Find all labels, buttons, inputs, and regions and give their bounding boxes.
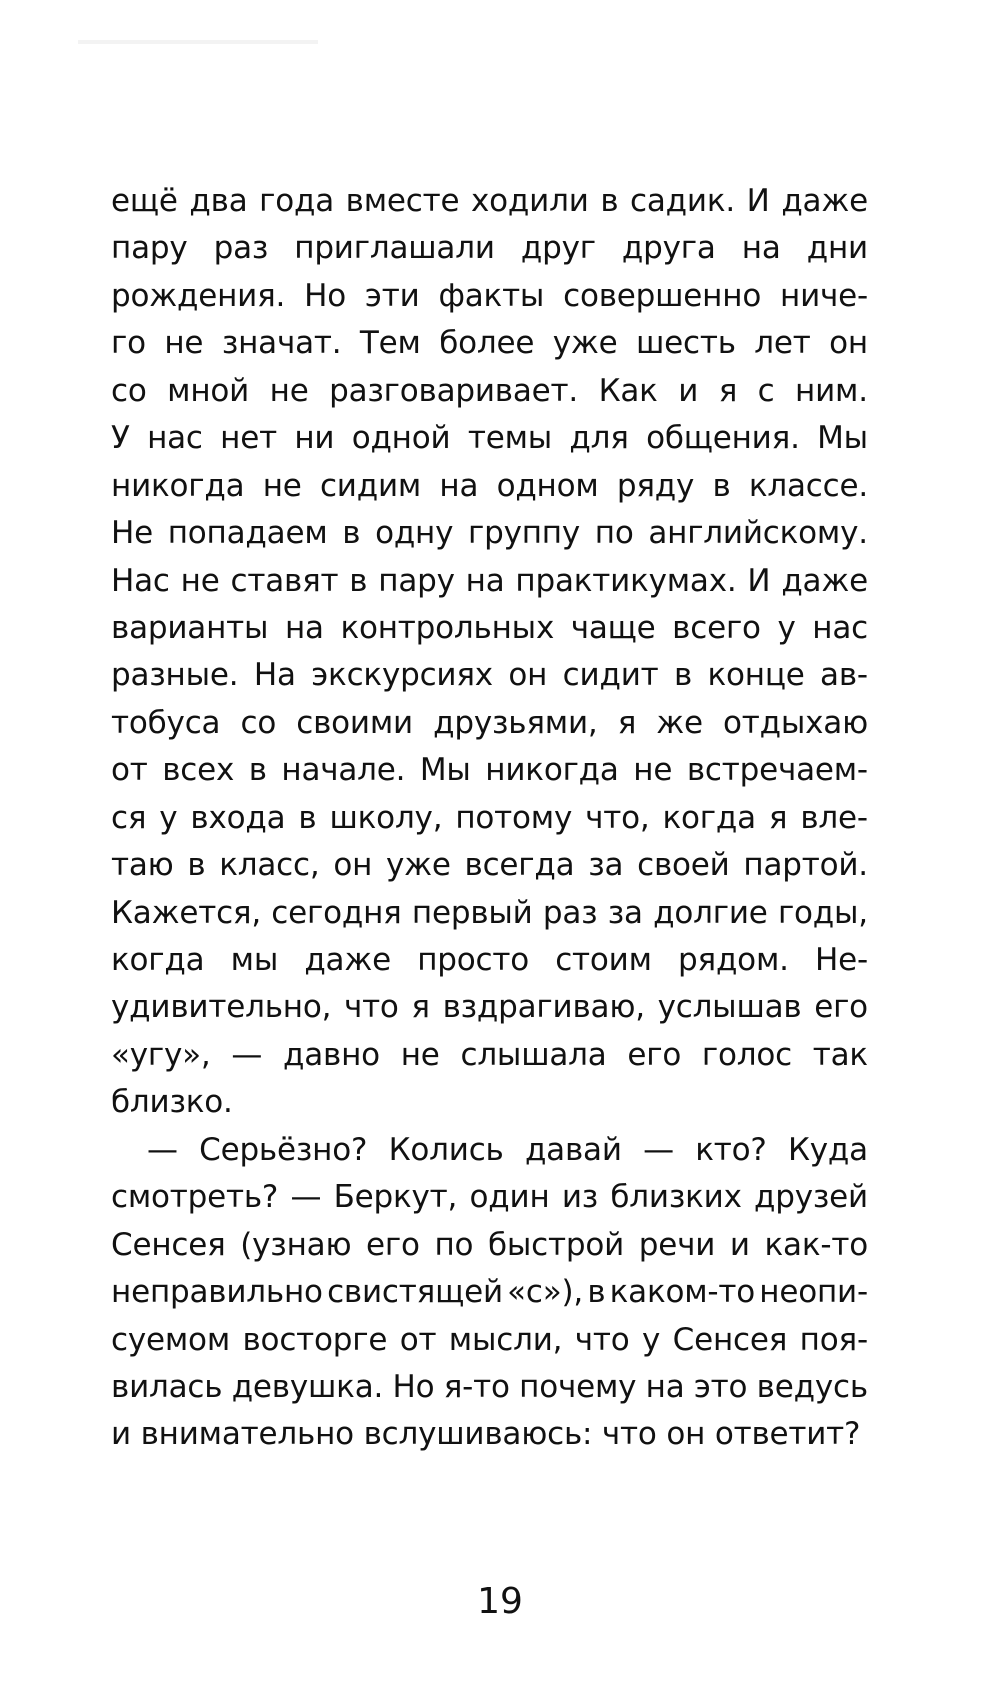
- text-line: [111, 703, 868, 750]
- word: в: [298, 799, 317, 836]
- text-line: [111, 608, 868, 655]
- word: в: [600, 183, 619, 219]
- word: И: [747, 562, 771, 599]
- word: общения.: [646, 420, 800, 457]
- word: потому: [455, 799, 573, 836]
- word: Колись: [388, 1131, 504, 1168]
- word: эти: [364, 277, 420, 314]
- word: нет: [220, 420, 277, 457]
- word: по: [594, 515, 634, 552]
- word: я: [718, 372, 738, 409]
- word: как-то: [764, 1226, 868, 1263]
- text-line: [111, 323, 868, 370]
- text-line: [111, 1272, 868, 1319]
- word: —: [231, 1036, 263, 1073]
- word: контрольных: [340, 609, 555, 646]
- word: не: [180, 562, 220, 599]
- word: мы: [230, 942, 279, 978]
- word: всего: [672, 609, 761, 646]
- word: у: [642, 1321, 661, 1358]
- word: Куда: [787, 1131, 868, 1168]
- word: Тем: [359, 325, 421, 362]
- text-line: [111, 987, 868, 1034]
- text-line: [111, 1367, 868, 1414]
- word: услышав: [657, 989, 802, 1026]
- word: что: [343, 989, 399, 1026]
- word: Серьёзно?: [199, 1131, 368, 1168]
- word: ав-: [820, 657, 868, 694]
- word: неправильно: [111, 1274, 323, 1311]
- word: в: [587, 1274, 606, 1311]
- word: его: [627, 1036, 682, 1073]
- word: значат.: [221, 325, 342, 362]
- word: на: [439, 467, 479, 504]
- word: всегда: [464, 847, 575, 884]
- word: за: [588, 847, 624, 884]
- word: друг: [520, 230, 596, 267]
- word: дни: [806, 230, 868, 267]
- word: Сенсея: [111, 1226, 226, 1263]
- word: и: [678, 372, 699, 409]
- word: в: [187, 847, 206, 884]
- text-line: [111, 1130, 868, 1177]
- word: ведусь: [756, 1368, 868, 1405]
- word: мысли,: [448, 1321, 563, 1358]
- word: ниче-: [780, 277, 868, 314]
- word: на: [465, 562, 505, 599]
- word: я: [617, 704, 637, 741]
- word: что,: [585, 799, 650, 836]
- word: друзьями,: [433, 704, 598, 741]
- word: разговаривает.: [329, 372, 579, 409]
- word: не: [262, 467, 302, 504]
- word: от: [399, 1321, 437, 1358]
- word: (узнаю: [240, 1226, 352, 1263]
- word: друга: [621, 230, 716, 267]
- word: Нас: [111, 562, 170, 599]
- word: отдыхаю: [723, 704, 868, 741]
- word: одном: [496, 467, 599, 504]
- word: Мы: [817, 420, 868, 457]
- word: никогда: [111, 467, 245, 504]
- word: это: [693, 1368, 748, 1405]
- word: просто: [417, 942, 529, 978]
- word: что: [574, 1321, 630, 1358]
- word: не: [164, 325, 204, 362]
- word: начале.: [281, 752, 406, 789]
- word: таю: [111, 847, 174, 884]
- word: со: [240, 704, 277, 741]
- word: партой.: [743, 847, 868, 884]
- word: поя-: [799, 1321, 868, 1358]
- word: ним.: [795, 372, 868, 409]
- word: я: [411, 989, 430, 1026]
- word: класс,: [219, 847, 320, 884]
- word: он: [508, 657, 548, 694]
- word: у: [159, 799, 178, 836]
- word: Но: [304, 277, 346, 314]
- word: классе.: [748, 467, 868, 504]
- word: даже: [781, 562, 868, 599]
- word: два: [189, 183, 248, 219]
- word: стоим: [555, 942, 652, 978]
- text-line: [111, 228, 868, 275]
- word: вздрагиваю,: [442, 989, 645, 1026]
- word: «угу»,: [111, 1036, 211, 1073]
- word: практикумах.: [515, 562, 737, 599]
- word: со: [111, 372, 147, 409]
- text-line: [111, 893, 868, 940]
- word: не: [400, 1036, 440, 1073]
- text-line: [111, 1225, 868, 1272]
- word: сегодня: [271, 894, 402, 931]
- text-line: [111, 561, 868, 608]
- word: когда: [662, 799, 756, 836]
- word: одной: [351, 420, 451, 457]
- scan-artifact: [78, 40, 318, 44]
- text-line: и внимательно вслушиваюсь: что он ответит?: [111, 1416, 861, 1453]
- word: уже: [385, 847, 451, 884]
- word: всех: [162, 752, 235, 789]
- word: каком-то: [609, 1274, 756, 1311]
- word: шесть: [635, 325, 736, 362]
- word: Не: [111, 515, 153, 552]
- word: ни: [294, 420, 335, 457]
- word: с: [757, 372, 775, 409]
- word: Мы: [419, 752, 471, 789]
- word: речи: [638, 1226, 716, 1263]
- text-line: [111, 750, 868, 797]
- word: же: [656, 704, 703, 741]
- word: первый: [411, 894, 533, 931]
- word: своей: [637, 847, 730, 884]
- word: нас: [812, 609, 868, 646]
- word: у: [777, 609, 796, 646]
- text-line: [111, 276, 868, 323]
- word: даже: [781, 183, 868, 219]
- word: и: [729, 1226, 750, 1263]
- text-line: [111, 1177, 868, 1224]
- word: —: [643, 1131, 674, 1168]
- word: не: [633, 752, 673, 789]
- body-text: [111, 181, 868, 1462]
- word: чаще: [570, 609, 656, 646]
- word: на: [645, 1368, 685, 1405]
- word: Кажется,: [111, 894, 262, 931]
- word: восторге: [242, 1321, 388, 1358]
- word: разные.: [111, 657, 239, 694]
- word: лет: [754, 325, 811, 362]
- word: кто?: [695, 1131, 767, 1168]
- word: пару: [111, 230, 188, 267]
- word: быстрой: [487, 1226, 625, 1263]
- word: по: [434, 1226, 474, 1263]
- word: сидит: [562, 657, 659, 694]
- word: конце: [707, 657, 805, 694]
- word: «с»),: [507, 1274, 584, 1311]
- word: раз: [213, 230, 269, 267]
- word: раз: [542, 894, 598, 931]
- word: друзей: [754, 1179, 868, 1216]
- word: вле-: [800, 799, 868, 836]
- word: удивительно,: [111, 989, 332, 1026]
- word: от: [111, 752, 148, 789]
- word: группу: [468, 515, 581, 552]
- word: приглашали: [294, 230, 495, 267]
- word: вилась: [111, 1368, 223, 1405]
- word: школу,: [329, 799, 443, 836]
- text-line: [111, 418, 868, 465]
- word: давай: [524, 1131, 622, 1168]
- word: он: [829, 325, 868, 362]
- word: для: [569, 420, 629, 457]
- word: —: [147, 1131, 178, 1168]
- word: в: [342, 515, 361, 552]
- word: голос: [701, 1036, 792, 1073]
- word: уже: [552, 325, 618, 362]
- word: он: [333, 847, 373, 884]
- word: на: [284, 609, 324, 646]
- word: смотреть?: [111, 1179, 279, 1216]
- text-line: близко.: [111, 1084, 233, 1121]
- word: рядом.: [678, 942, 789, 978]
- word: годы,: [777, 894, 868, 931]
- word: неопи-: [759, 1274, 868, 1311]
- word: рождения.: [111, 277, 286, 314]
- word: в: [712, 467, 731, 504]
- word: никогда: [485, 752, 619, 789]
- word: девушка.: [231, 1368, 384, 1405]
- word: его: [814, 989, 868, 1026]
- word: сидим: [319, 467, 422, 504]
- word: И: [746, 183, 770, 219]
- text-line: [111, 1035, 868, 1082]
- word: ся: [111, 799, 147, 836]
- word: слышала: [460, 1036, 607, 1073]
- word: одну: [375, 515, 454, 552]
- word: свистящей: [327, 1274, 503, 1311]
- word: пару: [378, 562, 455, 599]
- word: так: [812, 1036, 868, 1073]
- word: Сенсея: [672, 1321, 788, 1358]
- word: своими: [296, 704, 413, 741]
- text-line: [111, 940, 868, 987]
- word: даже: [304, 942, 391, 978]
- word: У: [111, 420, 130, 457]
- word: попадаем: [167, 515, 328, 552]
- word: его: [366, 1226, 420, 1263]
- text-line: [111, 181, 868, 228]
- word: ходили: [471, 183, 589, 219]
- word: в: [349, 562, 368, 599]
- word: темы: [467, 420, 553, 457]
- word: Не-: [815, 942, 868, 978]
- word: Беркут,: [333, 1179, 458, 1216]
- word: встречаем-: [686, 752, 868, 789]
- word: ряду: [616, 467, 695, 504]
- word: в: [248, 752, 267, 789]
- word: близких: [610, 1179, 742, 1216]
- word: почему: [519, 1368, 637, 1405]
- text-line: [111, 655, 868, 702]
- word: я: [768, 799, 788, 836]
- word: года: [259, 183, 335, 219]
- text-line: [111, 798, 868, 845]
- word: я-то: [443, 1368, 510, 1405]
- word: за: [607, 894, 643, 931]
- word: Но: [392, 1368, 435, 1405]
- word: давно: [282, 1036, 380, 1073]
- word: долгие: [653, 894, 768, 931]
- word: суемом: [111, 1321, 231, 1358]
- word: не: [269, 372, 309, 409]
- word: садик.: [630, 183, 736, 219]
- word: когда: [111, 942, 205, 978]
- text-line: [111, 371, 868, 418]
- word: более: [439, 325, 535, 362]
- word: факты: [438, 277, 545, 314]
- word: —: [290, 1179, 322, 1216]
- word: тобуса: [111, 704, 221, 741]
- word: в: [673, 657, 693, 694]
- word: мной: [167, 372, 250, 409]
- word: нас: [147, 420, 203, 457]
- word: вместе: [345, 183, 460, 219]
- word: из: [561, 1179, 599, 1216]
- word: ещё: [111, 183, 178, 219]
- word: входа: [190, 799, 286, 836]
- word: варианты: [111, 609, 269, 646]
- word: один: [469, 1179, 550, 1216]
- word: английскому.: [648, 515, 868, 552]
- word: на: [741, 230, 781, 267]
- word: На: [253, 657, 296, 694]
- text-line: [111, 513, 868, 560]
- word: Как: [598, 372, 658, 409]
- word: ставят: [230, 562, 339, 599]
- word: экскурсиях: [311, 657, 493, 694]
- text-line: [111, 466, 868, 513]
- text-line: [111, 845, 868, 892]
- text-line: [111, 1320, 868, 1367]
- word: совершенно: [563, 277, 762, 314]
- page-number: 19: [477, 1581, 523, 1622]
- word: го: [111, 325, 146, 362]
